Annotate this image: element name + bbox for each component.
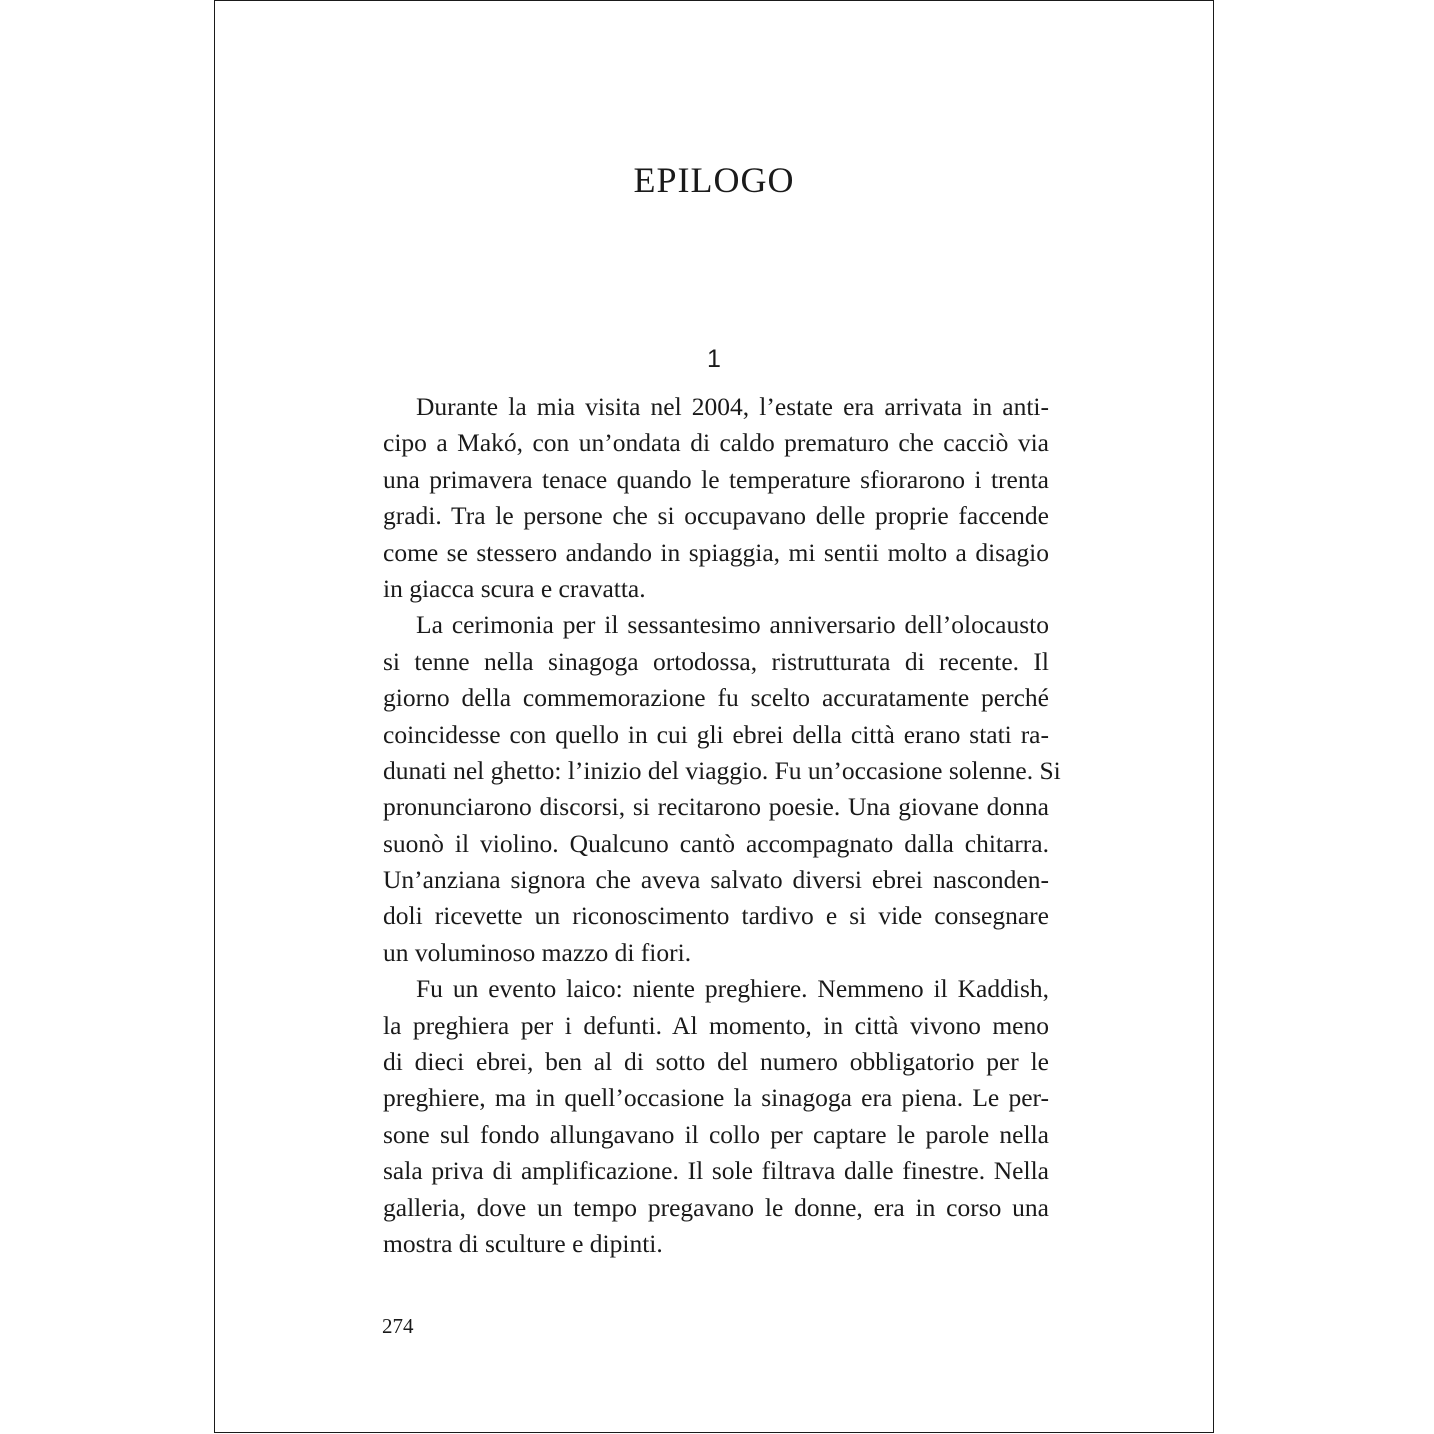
text-line: in giacca scura e cravatta. <box>383 573 646 603</box>
paragraph <box>383 389 1049 607</box>
text-line: giorno della commemorazione fu scelto accuratamente perché <box>383 683 1049 713</box>
paragraph <box>383 607 1061 971</box>
text-line: pronunciarono discorsi, si recitarono poesie. Una giovane donna <box>383 792 1049 822</box>
text-line: sala priva di amplificazione. Il sole filtrava dalle finestre. Nella <box>383 1156 1049 1186</box>
text-line: cipo a Makó, con un’ondata di caldo prematuro che cacciò via <box>383 428 1049 458</box>
text-line: coincidesse con quello in cui gli ebrei della città erano stati ra- <box>383 719 1049 749</box>
text-line: si tenne nella sinagoga ortodossa, ristrutturata di recente. Il <box>383 646 1049 676</box>
text-line: doli ricevette un riconoscimento tardivo e si vide consegnare <box>383 901 1049 931</box>
text-line: sone sul fondo allungavano il collo per captare le parole nella <box>383 1119 1049 1149</box>
text-line: come se stessero andando in spiaggia, mi sentii molto a disagio <box>383 537 1049 567</box>
page-number: 274 <box>382 1314 414 1338</box>
text-line: Durante la mia visita nel 2004, l’estate era arrivata in anti- <box>416 392 1049 421</box>
text-line: dunati nel ghetto: l’inizio del viaggio. Fu un’occasione solenne. Si <box>383 755 1061 785</box>
chapter-title: EPILOGO <box>633 160 795 200</box>
text-line: galleria, dove un tempo pregavano le donne, era in corso una <box>383 1192 1049 1222</box>
paragraph <box>383 971 1049 1262</box>
book-page <box>214 0 1214 1433</box>
body-text <box>383 389 1061 1262</box>
text-line: mostra di sculture e dipinti. <box>383 1228 663 1258</box>
text-line: gradi. Tra le persone che si occupavano delle proprie faccende <box>383 501 1049 531</box>
text-line: Un’anziana signora che aveva salvato diversi ebrei nasconden- <box>383 865 1049 895</box>
text-line: un voluminoso mazzo di fiori. <box>383 937 692 967</box>
text-line: La cerimonia per il sessantesimo anniversario dell’olocausto <box>416 610 1049 640</box>
text-line: di dieci ebrei, ben al di sotto del numero obbligatorio per le <box>383 1047 1049 1077</box>
section-number: 1 <box>707 345 721 373</box>
text-line: preghiere, ma in quell’occasione la sinagoga era piena. Le per- <box>383 1083 1049 1113</box>
text-line: Fu un evento laico: niente preghiere. Nemmeno il Kaddish, <box>416 974 1049 1004</box>
text-line: suonò il violino. Qualcuno cantò accompagnato dalla chitarra. <box>383 828 1049 858</box>
text-line: una primavera tenace quando le temperature sfiorarono i trenta <box>383 464 1049 494</box>
text-line: la preghiera per i defunti. Al momento, in città vivono meno <box>383 1010 1049 1040</box>
